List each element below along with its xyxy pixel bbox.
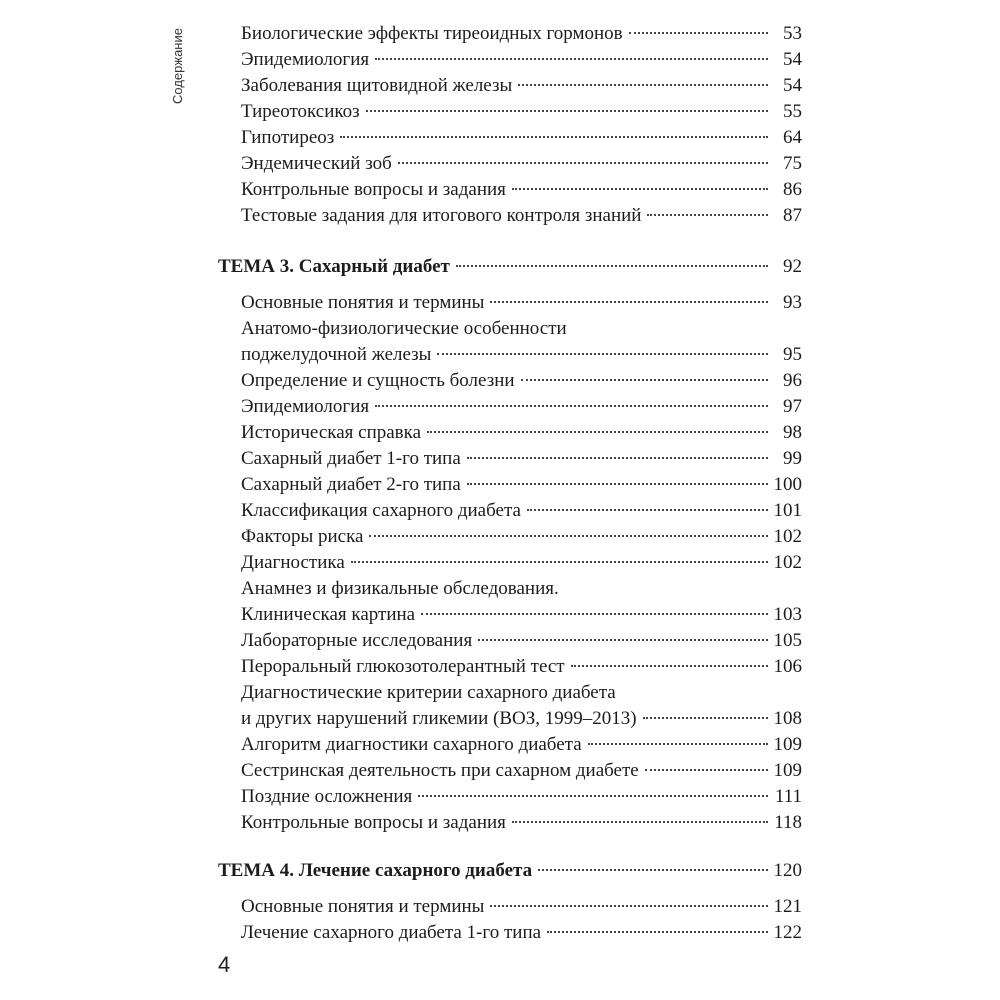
toc-entry: Лечение сахарного диабета 1-го типа 122 <box>241 922 802 943</box>
toc-entry: Клиническая картина 103 <box>241 604 802 625</box>
toc-entry: Факторы риска 102 <box>241 526 802 547</box>
toc-entry: Алгоритм диагностики сахарного диабета 109 <box>241 734 802 755</box>
running-header: Содержание <box>170 28 185 104</box>
toc-entry: Определение и сущность болезни 96 <box>241 370 802 391</box>
toc-topic-heading: ТЕМА 4. Лечение сахарного диабета 120 <box>218 860 802 881</box>
toc-topic-heading: ТЕМА 3. Сахарный диабет 92 <box>218 256 802 277</box>
toc-entry: Историческая справка 98 <box>241 422 802 443</box>
toc-entry: Диагностические критерии сахарного диабета <box>241 682 616 703</box>
toc-entry: Основные понятия и термины 121 <box>241 896 802 917</box>
toc-entry: Основные понятия и термины 93 <box>241 292 802 313</box>
toc-entry: Контрольные вопросы и задания 86 <box>241 179 802 200</box>
toc-entry: Сестринская деятельность при сахарном диабете 109 <box>241 760 802 781</box>
toc-entry: Сахарный диабет 2-го типа 100 <box>241 474 802 495</box>
toc-entry: Контрольные вопросы и задания 118 <box>241 812 802 833</box>
toc-entry: Диагностика 102 <box>241 552 802 573</box>
toc-entry: Тиреотоксикоз 55 <box>241 101 802 122</box>
toc-entry: Поздние осложнения 111 <box>241 786 802 807</box>
toc-entry: Заболевания щитовидной железы 54 <box>241 75 802 96</box>
toc-entry: Эпидемиология 54 <box>241 49 802 70</box>
toc-entry: Тестовые задания для итогового контроля знаний 87 <box>241 205 802 226</box>
toc-entry: Сахарный диабет 1-го типа 99 <box>241 448 802 469</box>
toc-entry: Лабораторные исследования 105 <box>241 630 802 651</box>
toc-entry: и других нарушений гликемии (ВОЗ, 1999–2013) 108 <box>241 708 802 729</box>
toc-entry: Эпидемиология 97 <box>241 396 802 417</box>
toc-entry: Анамнез и физикальные обследования. <box>241 578 559 599</box>
toc-entry: Эндемический зоб 75 <box>241 153 802 174</box>
toc-entry: Пероральный глюкозотолерантный тест 106 <box>241 656 802 677</box>
toc-entry: Биологические эффекты тиреоидных гормонов 53 <box>241 23 802 44</box>
toc-entry: Анатомо-физиологические особенности <box>241 318 567 339</box>
toc-entry: Классификация сахарного диабета 101 <box>241 500 802 521</box>
page-number: 4 <box>218 952 231 977</box>
toc-entry: поджелудочной железы 95 <box>241 344 802 365</box>
toc-entry: Гипотиреоз 64 <box>241 127 802 148</box>
